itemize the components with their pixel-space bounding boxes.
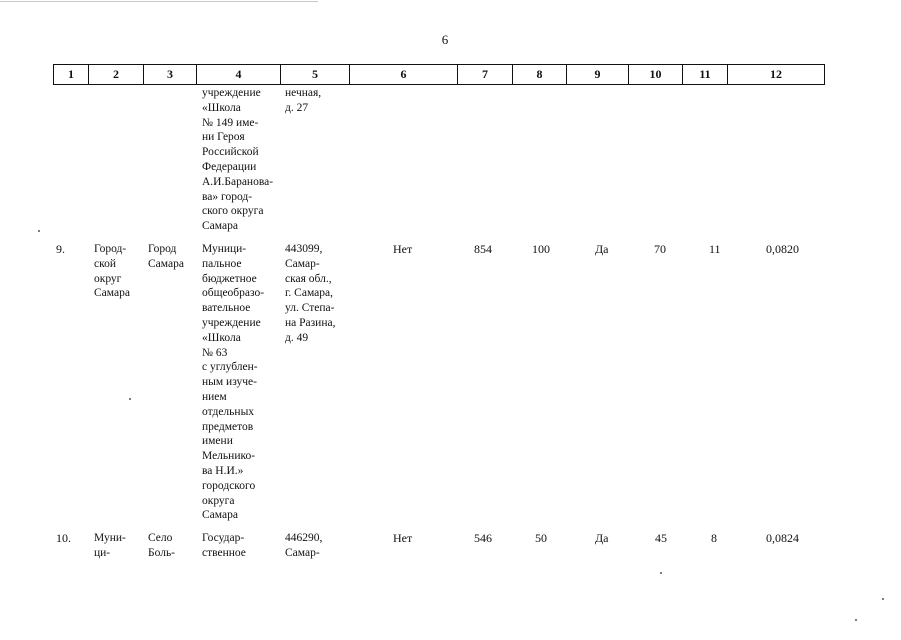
scan-speck <box>38 230 40 232</box>
row-9-col11: 11 <box>709 242 721 256</box>
text-line: «Школа <box>202 331 241 344</box>
text-line: Город- <box>94 243 127 255</box>
row-10-institution <box>202 531 276 561</box>
text-line: Самар- <box>285 546 320 559</box>
text-line: ул. Степа- <box>285 302 335 315</box>
text-line: Самара <box>148 257 184 270</box>
header-col-7: 7 <box>458 65 513 85</box>
row-9-col10: 70 <box>654 242 666 256</box>
text-line: бюджетное <box>202 272 257 285</box>
text-line: 443099, <box>285 243 323 255</box>
scan-speck <box>660 572 662 574</box>
row-10-col12: 0,0824 <box>766 531 799 545</box>
row-9-institution <box>202 242 276 523</box>
text-line: Российской <box>202 146 259 159</box>
header-col-9: 9 <box>567 65 629 85</box>
text-line: ни Героя <box>202 131 245 144</box>
row-9-col12: 0,0820 <box>766 242 799 256</box>
text-line: пальное <box>202 257 242 270</box>
text-line: имени <box>202 435 233 448</box>
text-line: д. 49 <box>285 331 309 344</box>
header-col-5: 5 <box>281 65 350 85</box>
text-line: № 63 <box>202 346 228 359</box>
text-line: отдельных <box>202 405 255 418</box>
text-line: Государ- <box>202 532 245 544</box>
text-line: Город <box>148 243 177 255</box>
scan-speck <box>855 619 857 621</box>
text-line: ва» город- <box>202 190 253 203</box>
header-col-8: 8 <box>513 65 567 85</box>
text-line: № 149 име- <box>202 116 259 129</box>
text-line: ным изуче- <box>202 376 257 389</box>
text-line: учреждение <box>202 87 261 99</box>
row-10-number: 10. <box>56 531 71 545</box>
row-9-address <box>285 242 349 346</box>
text-line: ская обл., <box>285 272 332 285</box>
text-line: нием <box>202 390 227 403</box>
row-9-col7: 854 <box>474 242 492 256</box>
text-line: Мельнико- <box>202 450 256 463</box>
row-10-col7: 546 <box>474 531 492 545</box>
continuation-institution-cell <box>202 86 276 234</box>
text-line: 446290, <box>285 532 323 544</box>
text-line: с углублен- <box>202 361 258 374</box>
text-line: предметов <box>202 420 254 433</box>
text-line: Муници- <box>202 243 247 255</box>
row-10-municipality <box>94 531 144 561</box>
row-9-col8: 100 <box>532 242 550 256</box>
text-line: А.И.Баранова- <box>202 175 274 188</box>
header-col-10: 10 <box>629 65 683 85</box>
text-line: ци- <box>94 546 111 559</box>
page-number: 6 <box>441 32 449 47</box>
scan-edge-line <box>0 1 318 2</box>
text-line: общеобразо- <box>202 287 265 300</box>
row-9-number: 9. <box>56 242 65 256</box>
header-col-4: 4 <box>197 65 281 85</box>
text-line: ского округа <box>202 205 264 218</box>
text-line: учреждение <box>202 316 261 329</box>
row-10-col8: 50 <box>535 531 547 545</box>
text-line: Боль- <box>148 546 176 559</box>
text-line: округа <box>202 494 235 507</box>
row-10-settlement <box>148 531 196 561</box>
row-9-col6: Нет <box>393 242 413 256</box>
text-line: вательное <box>202 302 251 315</box>
text-line: нечная, <box>285 87 322 99</box>
text-line: на Разина, <box>285 316 336 329</box>
text-line: Самара <box>202 220 238 233</box>
row-9-municipality <box>94 242 144 301</box>
row-10-col6: Нет <box>393 531 413 545</box>
text-line: Самара <box>94 287 130 300</box>
text-line: Самар- <box>285 257 320 270</box>
row-9-settlement <box>148 242 196 272</box>
text-line: Муни- <box>94 532 126 544</box>
text-line: ственное <box>202 546 246 559</box>
text-line: Село <box>148 532 173 544</box>
row-10-col10: 45 <box>655 531 667 545</box>
text-line: ской <box>94 257 117 270</box>
scan-speck <box>882 598 884 600</box>
text-line: г. Самара, <box>285 287 333 300</box>
row-10-col9: Да <box>595 531 609 545</box>
continuation-address-cell <box>285 86 349 116</box>
text-line: Федерации <box>202 160 257 173</box>
text-line: «Школа <box>202 101 241 114</box>
header-col-3: 3 <box>144 65 197 85</box>
scan-speck <box>129 398 131 400</box>
header-col-2: 2 <box>89 65 144 85</box>
header-col-12: 12 <box>728 65 825 85</box>
text-line: округ <box>94 272 122 285</box>
header-col-11: 11 <box>683 65 728 85</box>
text-line: ва Н.И.» <box>202 464 244 477</box>
text-line: городского <box>202 479 256 492</box>
row-10-col11: 8 <box>711 531 717 545</box>
row-10-address <box>285 531 349 561</box>
column-number-header <box>53 64 825 85</box>
header-col-6: 6 <box>350 65 458 85</box>
header-col-1: 1 <box>54 65 89 85</box>
text-line: д. 27 <box>285 101 309 114</box>
row-9-col9: Да <box>595 242 609 256</box>
text-line: Самара <box>202 509 238 522</box>
